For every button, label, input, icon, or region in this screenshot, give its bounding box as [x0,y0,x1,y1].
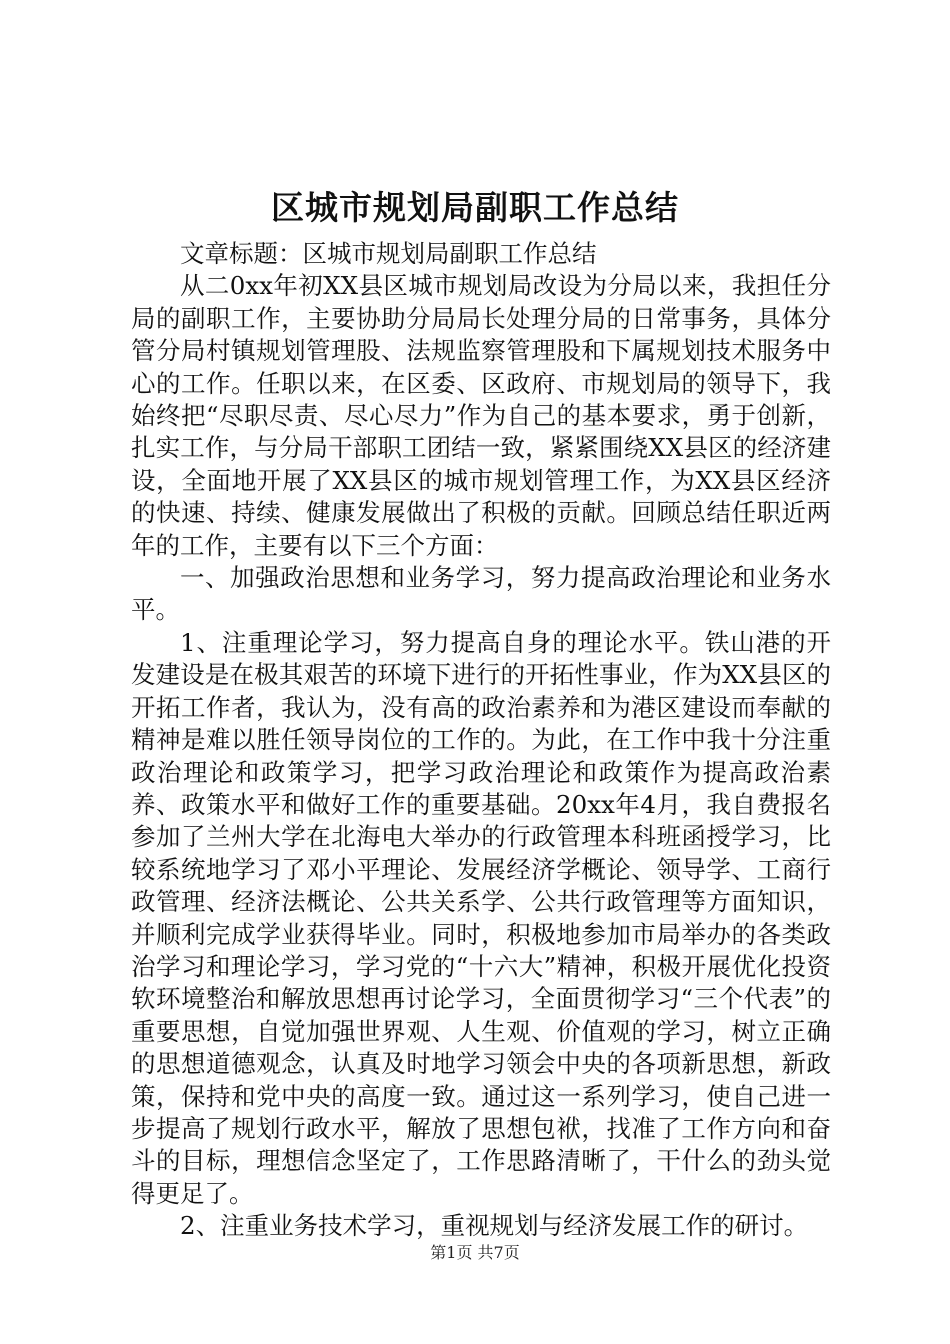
article-title-line: 文章标题：区城市规划局副职工作总结 [180,239,597,268]
page-number-footer: 第1页 共7页 [430,1243,520,1262]
document-title: 区城市规划局副职工作总结 [271,188,679,227]
section-heading-1: 一、加强政治思想和业务学习，努力提高政治理论和业务水平。 [131,563,831,625]
intro-paragraph: 从二0xx年初XX县区城市规划局改设为分局以来，我担任分局的副职工作，主要协助分局局长处理分局的日常事务，具体分管分局村镇规划管理股、法规监察管理股和下属规划技术服务中心的工作。任职以来，在区委、区政府、市规划局的领导下，我始终把“尽职尽责、尽心尽力”作为自己的基本要求，勇于创新，扎实工作，与分局干部职工团结一致，紧紧围绕XX县区的经济建设，全面地开展了XX县区的城市规划管理工作，为XX县区经济的快速、持续、健康发展做出了积极的贡献。回顾总结任职近两年的工作，主要有以下三个方面： [131,271,831,560]
subsection-paragraph-1: 1、注重理论学习，努力提高自身的理论水平。铁山港的开发建设是在极其艰苦的环境下进行的开拓性事业，作为XX县区的开拓工作者，我认为，没有高的政治素养和为港区建设而奉献的精神是难以胜任领导岗位的工作的。为此，在工作中我十分注重政治理论和政策学习，把学习政治理论和政策作为提高政治素养、政策水平和做好工作的重要基础。20xx年4月，我自费报名参加了兰州大学在北海电大举办的行政管理本科班函授学习，比较系统地学习了邓小平理论、发展经济学概论、领导学、工商行政管理、经济法概论、公共关系学、公共行政管理等方面知识，并顺利完成学业获得毕业。同时，积极地参加市局举办的各类政治学习和理论学习，学习党的“十六大”精神，积极开展优化投资软环境整治和解放思想再讨论学习，全面贯彻学习“三个代表”的重要思想，自觉加强世界观、人生观、价值观的学习，树立正确的思想道德观念，认真及时地学习领会中央的各项新思想，新政策，保持和党中央的高度一致。通过这一系列学习，使自己进一步提高了规划行政水平，解放了思想包袱，找准了工作方向和奋斗的目标，理想信念坚定了，工作思路清晰了，干什么的劲头觉得更足了。 [131,627,831,1208]
subsection-paragraph-2: 2、注重业务技术学习，重视规划与经济发展工作的研讨。 [180,1211,809,1241]
document-body [131,238,831,1243]
